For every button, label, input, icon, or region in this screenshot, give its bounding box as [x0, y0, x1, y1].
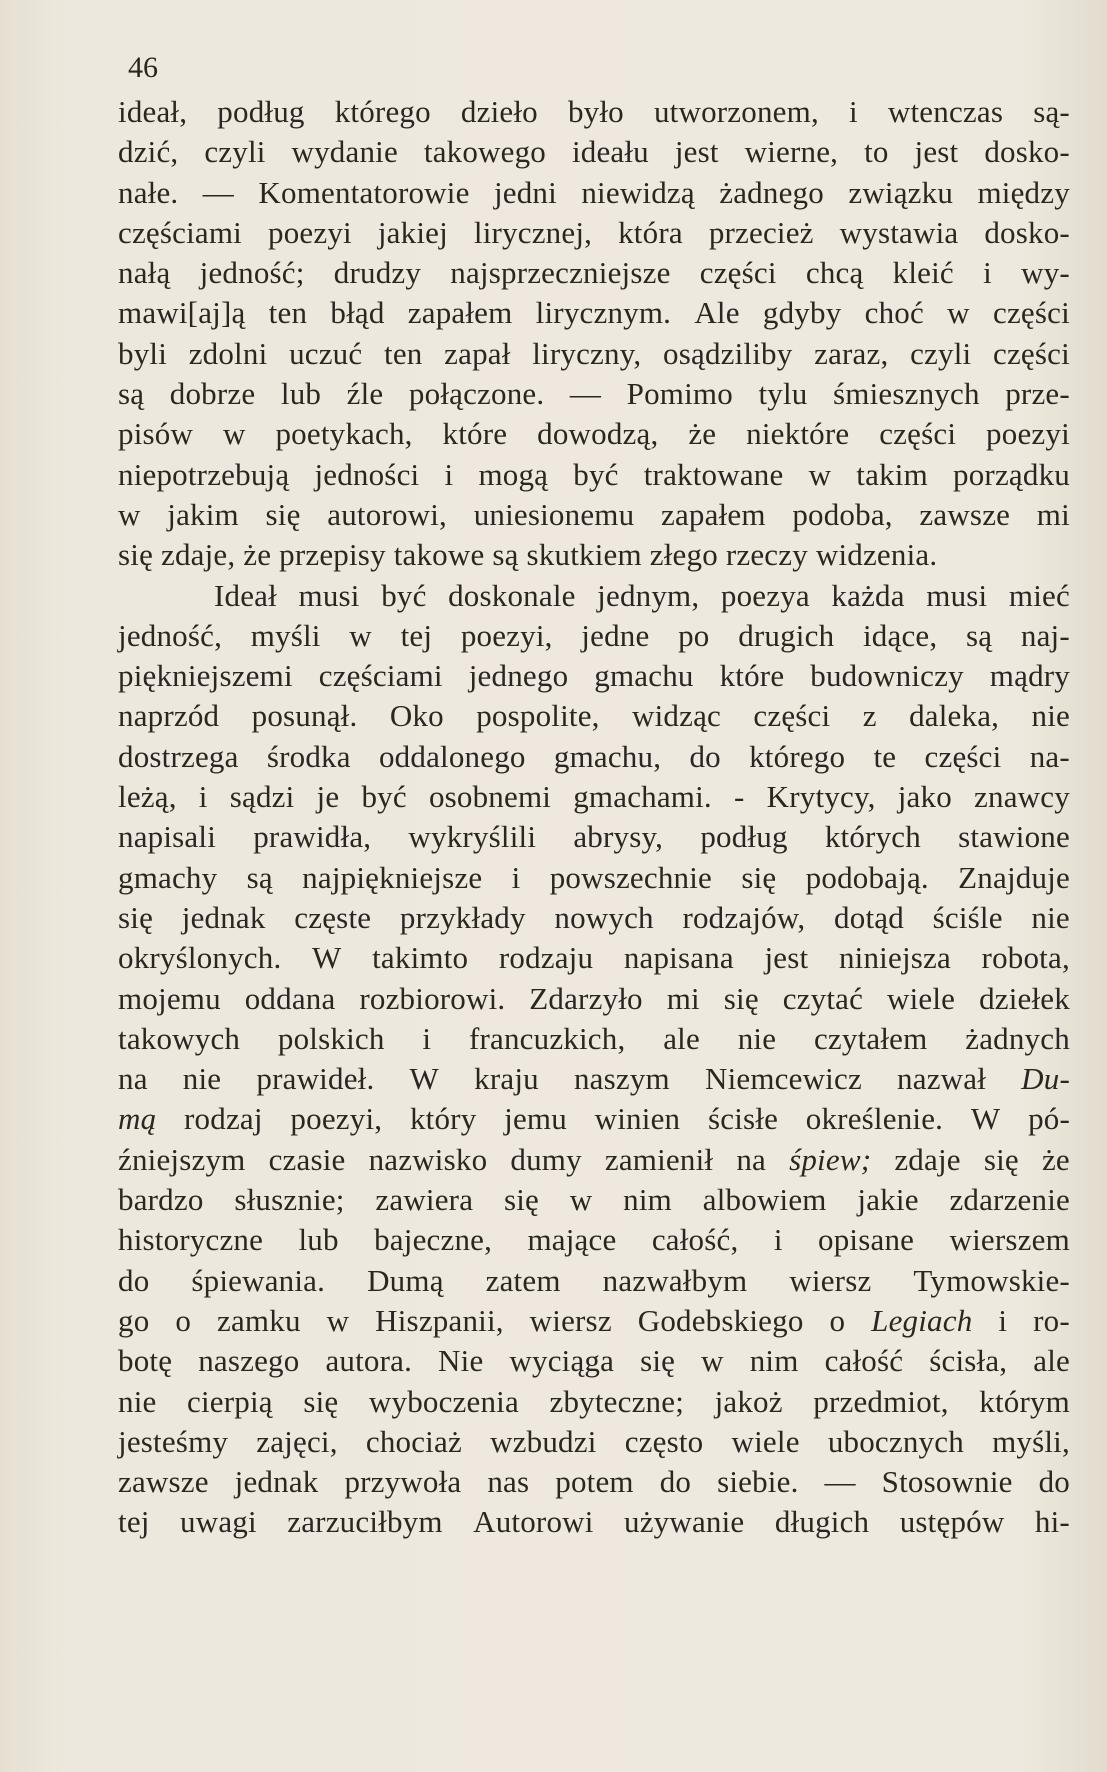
text-line: gmachy są najpiękniejsze i powszechnie się podobają. Znajduje — [118, 859, 1070, 895]
text-line: dostrzega środka oddalonego gmachu, do którego te części na- — [118, 738, 1070, 774]
text-line: nałe. — Komentatorowie jedni niewidzą żadnego związku między — [118, 174, 1070, 210]
text-line: na nie prawideł. W kraju naszym Niemcewicz nazwał Du- — [118, 1061, 1070, 1097]
text-line: zawsze jednak przywoła nas potem do siebie. — Stosownie do — [118, 1464, 1070, 1500]
text-line: niepotrzebują jedności i mogą być traktowane w takim porządku — [118, 456, 1070, 492]
text-line: go o zamku w Hiszpanii, wiersz Godebskiego o Legiach i ro- — [118, 1302, 1070, 1338]
text-line: w jakim się autorowi, uniesionemu zapałem podoba, zawsze mi — [118, 496, 1070, 532]
text-line: Ideał musi być doskonale jednym, poezya każda musi mieć — [214, 577, 1070, 613]
text-line: dzić, czyli wydanie takowego ideału jest wierne, to jest dosko- — [118, 134, 1070, 170]
text-line: się zdaje, że przepisy takowe są skutkiem złego rzeczy widzenia. — [118, 537, 938, 573]
text-line: źniejszym czasie nazwisko dumy zamienił na śpiew; zdaje się że — [118, 1141, 1070, 1177]
text-line: takowych polskich i francuzkich, ale nie czytałem żadnych — [118, 1020, 1070, 1056]
text-line: jedność, myśli w tej poezyi, jedne po drugich idące, są naj- — [118, 617, 1070, 653]
text-line: jesteśmy zajęci, chociaż wzbudzi często wiele ubocznych myśli, — [118, 1423, 1070, 1459]
text-line: napisali prawidła, wykryślili abrysy, podług których stawione — [118, 819, 1070, 855]
text-line: nie cierpią się wyboczenia zbyteczne; jakoż przedmiot, którym — [118, 1383, 1070, 1419]
text-line: są dobrze lub źle połączone. — Pomimo tylu śmiesznych prze- — [118, 376, 1070, 412]
text-line: się jednak częste przykłady nowych rodzajów, dotąd ściśle nie — [118, 899, 1070, 935]
page-number: 46 — [128, 51, 158, 84]
body-text — [118, 92, 1070, 1543]
text-line: ideał, podług którego dzieło było utworzonem, i wtenczas są- — [118, 94, 1070, 129]
text-line: historyczne lub bajeczne, mające całość, i opisane wierszem — [118, 1222, 1070, 1258]
text-line: naprzód posunął. Oko pospolite, widząc części z daleka, nie — [118, 698, 1070, 734]
text-line: mojemu oddana rozbiorowi. Zdarzyło mi się czytać wiele dziełek — [118, 980, 1070, 1016]
text-line: pisów w poetykach, które dowodzą, że niektóre części poezyi — [118, 416, 1070, 452]
text-line: mą rodzaj poezyi, który jemu winien ścisłe określenie. W pó- — [118, 1101, 1070, 1137]
text-line: nałą jedność; drudzy najsprzeczniejsze części chcą kleić i wy- — [118, 255, 1070, 291]
text-line: botę naszego autora. Nie wyciąga się w nim całość ścisła, ale — [118, 1343, 1070, 1379]
text-line: bardzo słusznie; zawiera się w nim albowiem jakie zdarzenie — [118, 1182, 1070, 1218]
text-line: okryślonych. W takimto rodzaju napisana jest niniejsza robota, — [118, 940, 1070, 976]
text-line: leżą, i sądzi je być osobnemi gmachami. - Krytycy, jako znawcy — [118, 779, 1070, 815]
text-line: byli zdolni uczuć ten zapał liryczny, osądziliby zaraz, czyli części — [118, 335, 1070, 371]
text-line: do śpiewania. Dumą zatem nazwałbym wiersz Tymowskie- — [118, 1262, 1070, 1298]
text-line: tej uwagi zarzuciłbym Autorowi używanie długich ustępów hi- — [118, 1504, 1070, 1540]
text-line: piękniejszemi częściami jednego gmachu które budowniczy mądry — [118, 658, 1070, 694]
text-line: mawi[aj]ą ten błąd zapałem lirycznym. Ale gdyby choć w części — [118, 295, 1070, 331]
text-line: częściami poezyi jakiej lirycznej, która przecież wystawia dosko- — [118, 214, 1070, 250]
